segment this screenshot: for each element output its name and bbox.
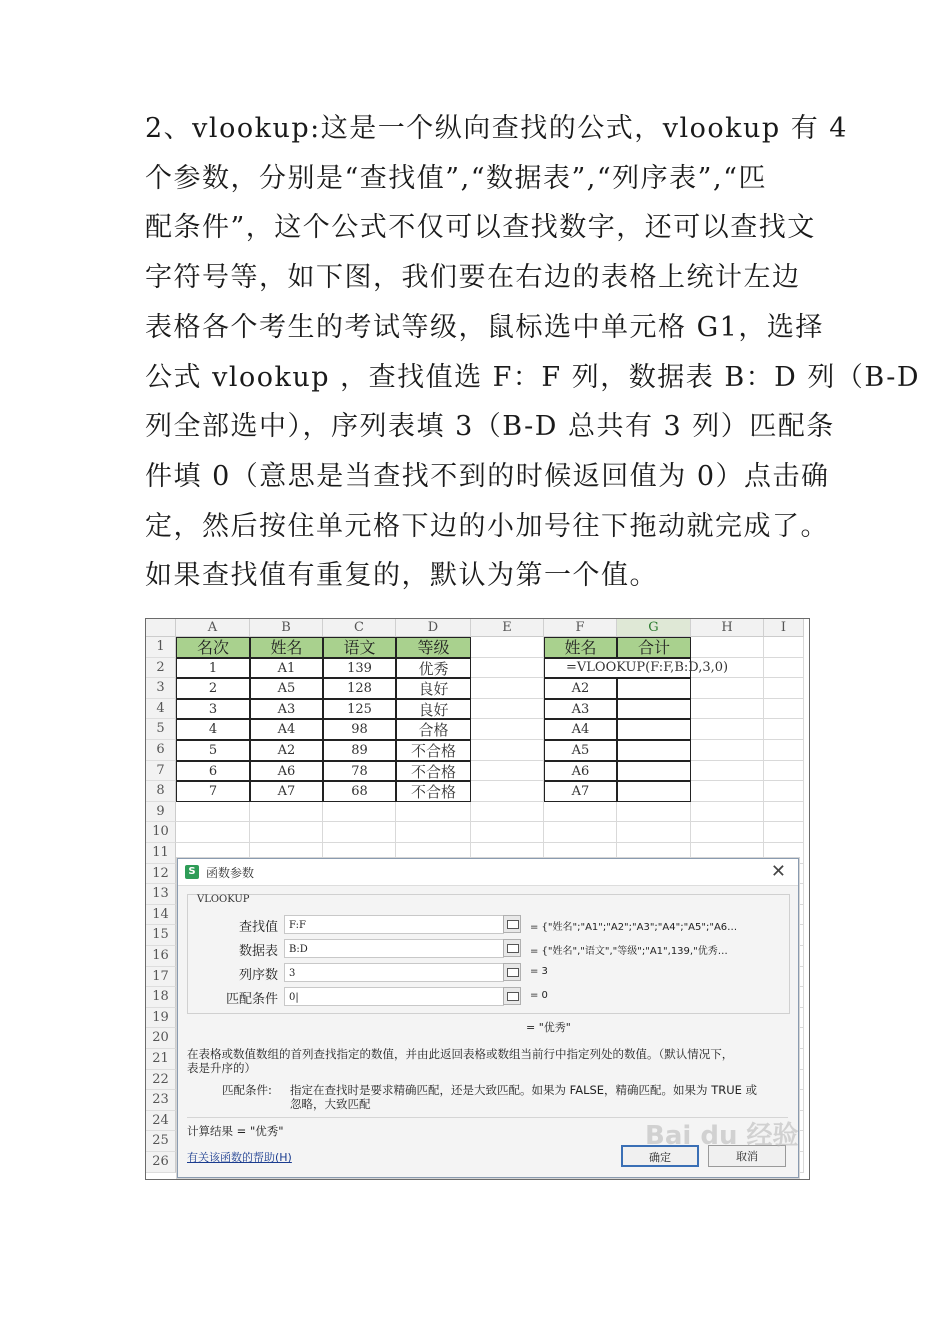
grid-cell [764,678,804,699]
argument-label: 匹配条件: [222,1083,272,1097]
table-cell: 不合格 [396,781,471,802]
argument-description: 指定在查找时是要求精确匹配，还是大致匹配。如果为 FALSE，精确匹配。如果为 TRUE 或 [290,1083,758,1097]
table-array-input[interactable]: B:D [284,939,504,958]
row-header[interactable]: 15 [146,925,176,946]
table-cell: A5 [544,740,617,761]
grid-cell [764,699,804,720]
cancel-button[interactable]: 取消 [708,1145,786,1167]
table-cell: A7 [250,781,323,802]
table-cell: 98 [323,719,396,740]
param-result: = {"姓名";"A1";"A2";"A3";"A4";"A5";"A6… [530,922,738,933]
grid-cell [471,719,544,740]
table-cell: A2 [250,740,323,761]
calc-result: 计算结果 = "优秀" [187,1124,284,1138]
row-header[interactable]: 20 [146,1028,176,1049]
paragraph-line: 列全部选中），序列表填 3（B-D 总共有 3 列）匹配条 [145,411,835,443]
row-header[interactable]: 13 [146,884,176,905]
table-header-cell: 姓名 [250,637,323,658]
table-cell: 78 [323,761,396,782]
formula-result: = "优秀" [526,1021,571,1034]
table-cell: 6 [176,761,250,782]
row-header[interactable]: 14 [146,905,176,926]
function-name: VLOOKUP [197,894,250,905]
grid-cell [471,658,544,679]
grid-cell [396,822,471,843]
row-header[interactable]: 1 [146,637,176,658]
instruction-paragraph [145,104,920,601]
table-header-cell: 姓名 [544,637,617,658]
dialog-title: 函数参数 [206,866,255,880]
table-cell: A2 [544,678,617,699]
grid-cell [323,822,396,843]
match-type-input[interactable]: 0| [284,987,504,1006]
row-header[interactable]: 8 [146,781,176,802]
table-cell [617,740,691,761]
table-cell: 不合格 [396,740,471,761]
col-index-input[interactable]: 3 [284,963,504,982]
table-cell: A6 [250,761,323,782]
grid-cell [617,802,691,823]
paragraph-line: 字符号等，如下图，我们要在右边的表格上统计左边 [145,262,801,294]
table-header-cell: 语文 [323,637,396,658]
row-header[interactable]: 18 [146,987,176,1008]
close-icon[interactable]: ✕ [770,861,786,882]
grid-cell [691,781,764,802]
grid-cell [544,802,617,823]
column-header[interactable]: E [471,619,544,637]
grid-cell [471,781,544,802]
row-header[interactable]: 17 [146,967,176,988]
grid-cell [471,637,544,658]
param-label: 查找值 [238,920,278,935]
table-cell [617,761,691,782]
grid-cell [764,637,804,658]
table-cell: A6 [544,761,617,782]
grid-cell [691,802,764,823]
table-cell: 不合格 [396,761,471,782]
argument-description: 忽略，大致匹配 [290,1097,371,1111]
collapse-dialog-icon[interactable] [503,939,521,957]
row-header[interactable]: 25 [146,1131,176,1152]
grid-cell [764,719,804,740]
paragraph-line: 配条件”，这个公式不仅可以查找数字，还可以查找文 [145,212,816,244]
table-cell: A1 [250,658,323,679]
lookup-value-input[interactable]: F:F [284,915,504,934]
grid-cell [691,719,764,740]
paragraph-line: 如果查找值有重复的，默认为第一个值。 [145,560,658,592]
table-cell: A5 [250,678,323,699]
paragraph-line: 件填 0（意思是当查找不到的时候返回值为 0）点击确 [145,460,830,492]
param-result: = {"姓名","语文","等级";"A1",139,"优秀… [530,946,728,957]
grid-cell [471,678,544,699]
row-header[interactable]: 9 [146,802,176,823]
column-header[interactable]: F [544,619,617,637]
table-cell: A3 [250,699,323,720]
grid-cell [323,802,396,823]
grid-cell [691,740,764,761]
formula-cell: =VLOOKUP(F:F,B:D,3,0) [566,659,729,675]
grid-cell [691,637,764,658]
table-cell: 4 [176,719,250,740]
table-header-cell: 名次 [176,637,250,658]
row-header[interactable]: 22 [146,1070,176,1091]
grid-cell [764,822,804,843]
row-header[interactable]: 6 [146,740,176,761]
table-header-cell: 等级 [396,637,471,658]
column-header[interactable]: I [764,619,804,637]
row-header[interactable]: 21 [146,1049,176,1070]
grid-cell [471,699,544,720]
grid-cell [176,822,250,843]
row-header[interactable]: 5 [146,719,176,740]
grid-cell [396,802,471,823]
grid-cell [471,802,544,823]
row-header[interactable]: 19 [146,1008,176,1029]
table-cell: 89 [323,740,396,761]
row-header[interactable]: 2 [146,658,176,679]
param-result: = 0 [530,990,548,1001]
wps-spreadsheet-icon: S [185,865,199,879]
grid-cell [764,740,804,761]
collapse-dialog-icon[interactable] [503,987,521,1005]
table-cell: A3 [544,699,617,720]
column-header[interactable]: D [396,619,471,637]
row-header[interactable]: 10 [146,822,176,843]
param-label: 匹配条件 [225,992,278,1007]
grid-cell [691,822,764,843]
row-header[interactable]: 4 [146,699,176,720]
grid-cell [691,699,764,720]
column-header[interactable]: A [176,619,250,637]
ok-button[interactable]: 确定 [621,1145,699,1167]
table-cell [617,719,691,740]
grid-cell [764,658,804,679]
table-cell: 128 [323,678,396,699]
param-label: 数据表 [238,944,278,959]
table-header-cell: 合计 [617,637,691,658]
param-result: = 3 [530,966,548,977]
grid-cell [176,802,250,823]
collapse-dialog-icon[interactable] [503,963,521,981]
watermark: Bai du 经验 [645,1121,799,1151]
table-cell: 1 [176,658,250,679]
grid-cell [617,822,691,843]
grid-cell [250,822,323,843]
paragraph-line: 2、vlookup:这是一个纵向查找的公式，vlookup 有 4 [145,113,848,144]
table-cell [617,781,691,802]
table-cell: A4 [544,719,617,740]
row-header[interactable]: 11 [146,843,176,864]
paragraph-line: 公式 vlookup ，查找值选 F：F 列，数据表 B：D 列（B-D [145,361,920,393]
column-header[interactable]: G [617,619,691,637]
table-cell: 良好 [396,678,471,699]
table-cell [617,699,691,720]
grid-cell [764,781,804,802]
paragraph-line: 表格各个考生的考试等级，鼠标选中单元格 G1，选择 [145,311,824,343]
column-header[interactable]: H [691,619,764,637]
grid-cell [691,761,764,782]
table-cell: 合格 [396,719,471,740]
corner-cell [146,619,176,637]
dialog-titlebar [178,859,798,886]
help-link[interactable]: 有关该函数的帮助(H) [187,1151,292,1164]
paragraph-line: 定，然后按住单元格下边的小加号往下拖动就完成了。 [145,510,829,542]
row-header[interactable]: 12 [146,864,176,885]
table-cell: 125 [323,699,396,720]
table-cell: 3 [176,699,250,720]
function-description: 表是升序的） [187,1061,256,1075]
row-header[interactable]: 16 [146,946,176,967]
grid-cell [250,802,323,823]
table-cell: 68 [323,781,396,802]
table-cell: 良好 [396,699,471,720]
row-header[interactable]: 7 [146,761,176,782]
table-cell: 5 [176,740,250,761]
row-header[interactable]: 26 [146,1152,176,1173]
table-cell: 优秀 [396,658,471,679]
grid-cell [691,678,764,699]
row-header[interactable]: 24 [146,1111,176,1132]
table-cell [617,678,691,699]
collapse-dialog-icon[interactable] [503,915,521,933]
paragraph-line: 个参数，分别是“查找值”,“数据表”,“列序表”,“匹 [145,162,767,194]
table-cell: 7 [176,781,250,802]
row-header[interactable]: 23 [146,1090,176,1111]
table-cell: A7 [544,781,617,802]
grid-cell [471,761,544,782]
grid-cell [471,822,544,843]
grid-cell [471,740,544,761]
function-description: 在表格或数值数组的首列查找指定的数值，并由此返回表格或数组当前行中指定列处的数值。（默认情况下， [187,1047,734,1061]
param-label: 列序数 [238,968,278,983]
grid-cell [544,822,617,843]
table-cell: A4 [250,719,323,740]
column-header[interactable]: C [323,619,396,637]
grid-cell [764,761,804,782]
table-cell: 2 [176,678,250,699]
grid-cell [764,802,804,823]
table-cell: 139 [323,658,396,679]
row-header[interactable]: 3 [146,678,176,699]
column-header[interactable]: B [250,619,323,637]
